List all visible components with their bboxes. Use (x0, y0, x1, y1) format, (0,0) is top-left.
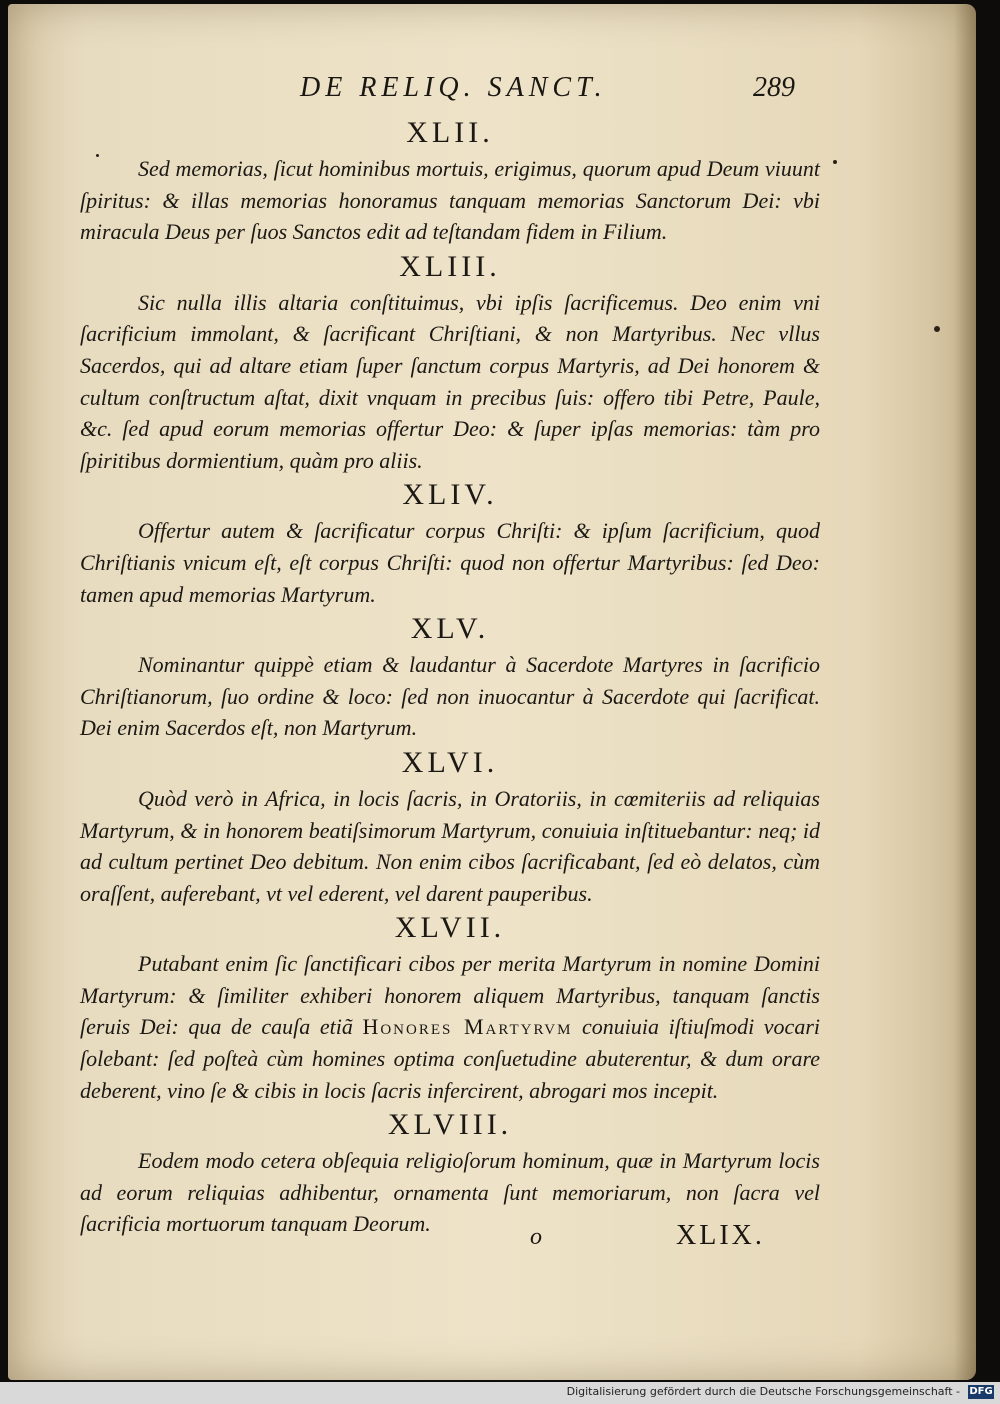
section-xlvi (80, 746, 820, 909)
section-xliii (80, 250, 820, 477)
catchword: XLIX. (676, 1220, 765, 1251)
section-numeral: XLIV. (402, 478, 498, 512)
page-header (8, 66, 976, 116)
digitization-credit-bar (0, 1382, 1000, 1404)
section-xliv (80, 478, 820, 610)
section-xlvii (80, 911, 820, 1106)
section-paragraph: Sic nulla illis altaria conſtituimus, vbi ipſis ſacrificemus. Deo enim vni ſacrificium immolant, & ſacrificant Chriſtiani, & non Martyribus. Nec vllus Sacerdos, qui ad altare etiam ſuper ſanctum corpus Martyris, ad Dei honorem & cultum conſtructum aſtat, dixit vnquam in precibus ſuis: offero tibi Petre, Paule, &c. ſed apud eorum memorias offertur Deo: & ſuper ipſas memorias: tàm pro ſpiritibus dormientium, quàm pro aliis. (80, 289, 820, 473)
section-numeral: XLVIII. (387, 1108, 513, 1142)
section-numeral: XLVI. (401, 745, 499, 779)
section-numeral: XLV. (410, 612, 490, 646)
ink-speck (833, 160, 837, 164)
ink-speck (96, 154, 99, 157)
section-paragraph (80, 948, 820, 1106)
running-title: DE RELIQ. SANCT. (300, 72, 607, 103)
digitization-credit: Digitalisierung gefördert durch die Deutsche Forschungsgemeinschaft - (566, 1385, 960, 1398)
page-edge-shadow (954, 4, 976, 1380)
paragraph-smallcaps: Honores Martyrvm (362, 1014, 573, 1040)
paragraph-text-before: Putabant enim ſic ſanctificari cibos per merita Martyrum in nomine Domini Martyrum: & ſimiliter exhiberi honorem aliquem Martyribus, tanquam ſanctis ſeruis Dei: qua de cauſa etiã (80, 951, 820, 1040)
section-xlv (80, 612, 820, 744)
section-paragraph: Offertur autem & ſacrificatur corpus Chriſti: & ipſum ſacrificium, quod Chriſtianis vnicum eſt, eſt corpus Chriſti: quod non offertur Martyribus: ſed Deo: tamen apud memorias Martyrum. (80, 518, 820, 607)
section-xlii (80, 116, 820, 248)
ink-speck (934, 326, 940, 332)
page-footer (8, 1220, 976, 1260)
dfg-logo: DFG (969, 1386, 993, 1397)
section-numeral: XLVII. (394, 911, 506, 945)
section-numeral: XLIII. (399, 249, 501, 283)
section-paragraph: Eodem modo cetera obſequia religioſorum hominum, quæ in Martyrum locis ad eorum reliquias adhibentur, ornamenta ſunt memoriarum, non ſacra vel ſacrificia mortuorum tanquam Deorum. (80, 1148, 820, 1237)
section-paragraph: Quòd verò in Africa, in locis ſacris, in Oratoriis, in cœmiteriis ad reliquias Martyrum, & in honorem beatiſsimorum Martyrum, conuiuia inſtituebantur: neq; id ad cultum pertinet Deo debitum. Non enim cibos ſacrificabant, ſed eò delatos, cùm oraſſent, auferebant, vt vel ederent, vel darent pauperibus. (80, 785, 820, 906)
section-paragraph: Sed memorias, ſicut hominibus mortuis, erigimus, quorum apud Deum viuunt ſpiritus: & illas memorias honoramus tanquam memorias Sanctorum Dei: vbi miracula Deus per ſuos Sanctos edit ad teſtandam fidem in Filium. (80, 156, 820, 245)
book-page (8, 4, 976, 1380)
text-block (80, 114, 820, 1240)
signature-mark: o (530, 1224, 542, 1250)
section-numeral: XLII. (406, 116, 494, 149)
page-number: 289 (753, 72, 795, 103)
paragraph-text-after: conuiuia iſtiuſmodi vocari ſolebant: ſed poſteà cùm homines optima conſuetudine abuterentur, & dum orare deberent, vino ſe & cibis in locis ſacris infercirent, abrogari mos incepit. (80, 1014, 820, 1103)
section-paragraph: Nominantur quippè etiam & laudantur à Sacerdote Martyres in ſacrificio Chriſtianorum, ſuo ordine & loco: ſed non inuocantur à Sacerdote qui ſacrificat. Dei enim Sacerdos eſt, non Martyrum. (80, 652, 820, 741)
